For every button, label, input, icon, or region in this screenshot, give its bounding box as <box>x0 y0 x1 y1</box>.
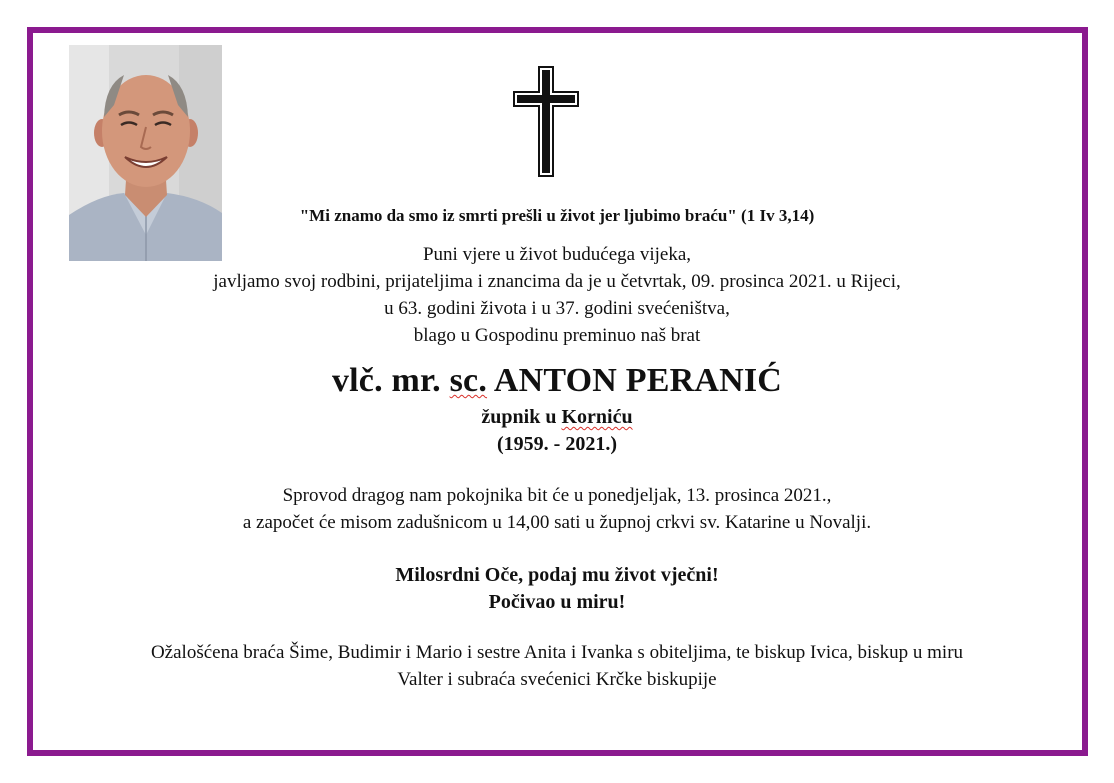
intro-line-1: Puni vjere u život budućega vijeka, <box>422 244 692 265</box>
funeral-line-1: Sprovod dragog nam pokojnika bit će u ponedjeljak, 13. prosinca 2021., <box>282 485 832 506</box>
bible-quote: "Mi znamo da smo iz smrti prešli u život jer ljubimo braću" (1 Iv 3,14) <box>299 206 815 225</box>
name-prefix: vlč. mr. <box>331 362 450 399</box>
intro-line-3: u 63. godini života i u 37. godini svećeništva, <box>384 298 730 319</box>
life-years: (1959. - 2021.) <box>497 433 617 455</box>
deceased-name <box>0 362 1114 400</box>
mourners-line-1: Ožalošćena braća Šime, Budimir i Mario i sestre Anita i Ivanka s obiteljima, te biskup Ivica, biskup u miru <box>150 642 964 663</box>
prayer-line-2: Počivao u miru! <box>488 591 626 613</box>
role-line <box>0 406 1114 429</box>
portrait-photo <box>69 45 222 261</box>
portrait-image <box>69 45 222 261</box>
name-title-sc: sc. <box>449 362 488 399</box>
funeral-line-2: a započet će misom zadušnicom u 14,00 sati u župnoj crkvi sv. Katarine u Novalji. <box>242 512 872 533</box>
role-place: Korniću <box>561 406 633 428</box>
role-prefix: župnik u <box>481 406 562 428</box>
intro-line-4: blago u Gospodinu preminuo naš brat <box>413 325 701 346</box>
cross-icon <box>512 66 580 178</box>
intro-line-2: javljamo svoj rodbini, prijateljima i znancima da je u četvrtak, 09. prosinca 2021. u Rijeci, <box>213 271 901 292</box>
prayer-line-1: Milosrdni Oče, podaj mu život vječni! <box>395 564 719 586</box>
name-main: ANTON PERANIĆ <box>487 362 783 399</box>
mourners-line-2: Valter i subraća svećenici Krčke biskupije <box>397 669 717 690</box>
